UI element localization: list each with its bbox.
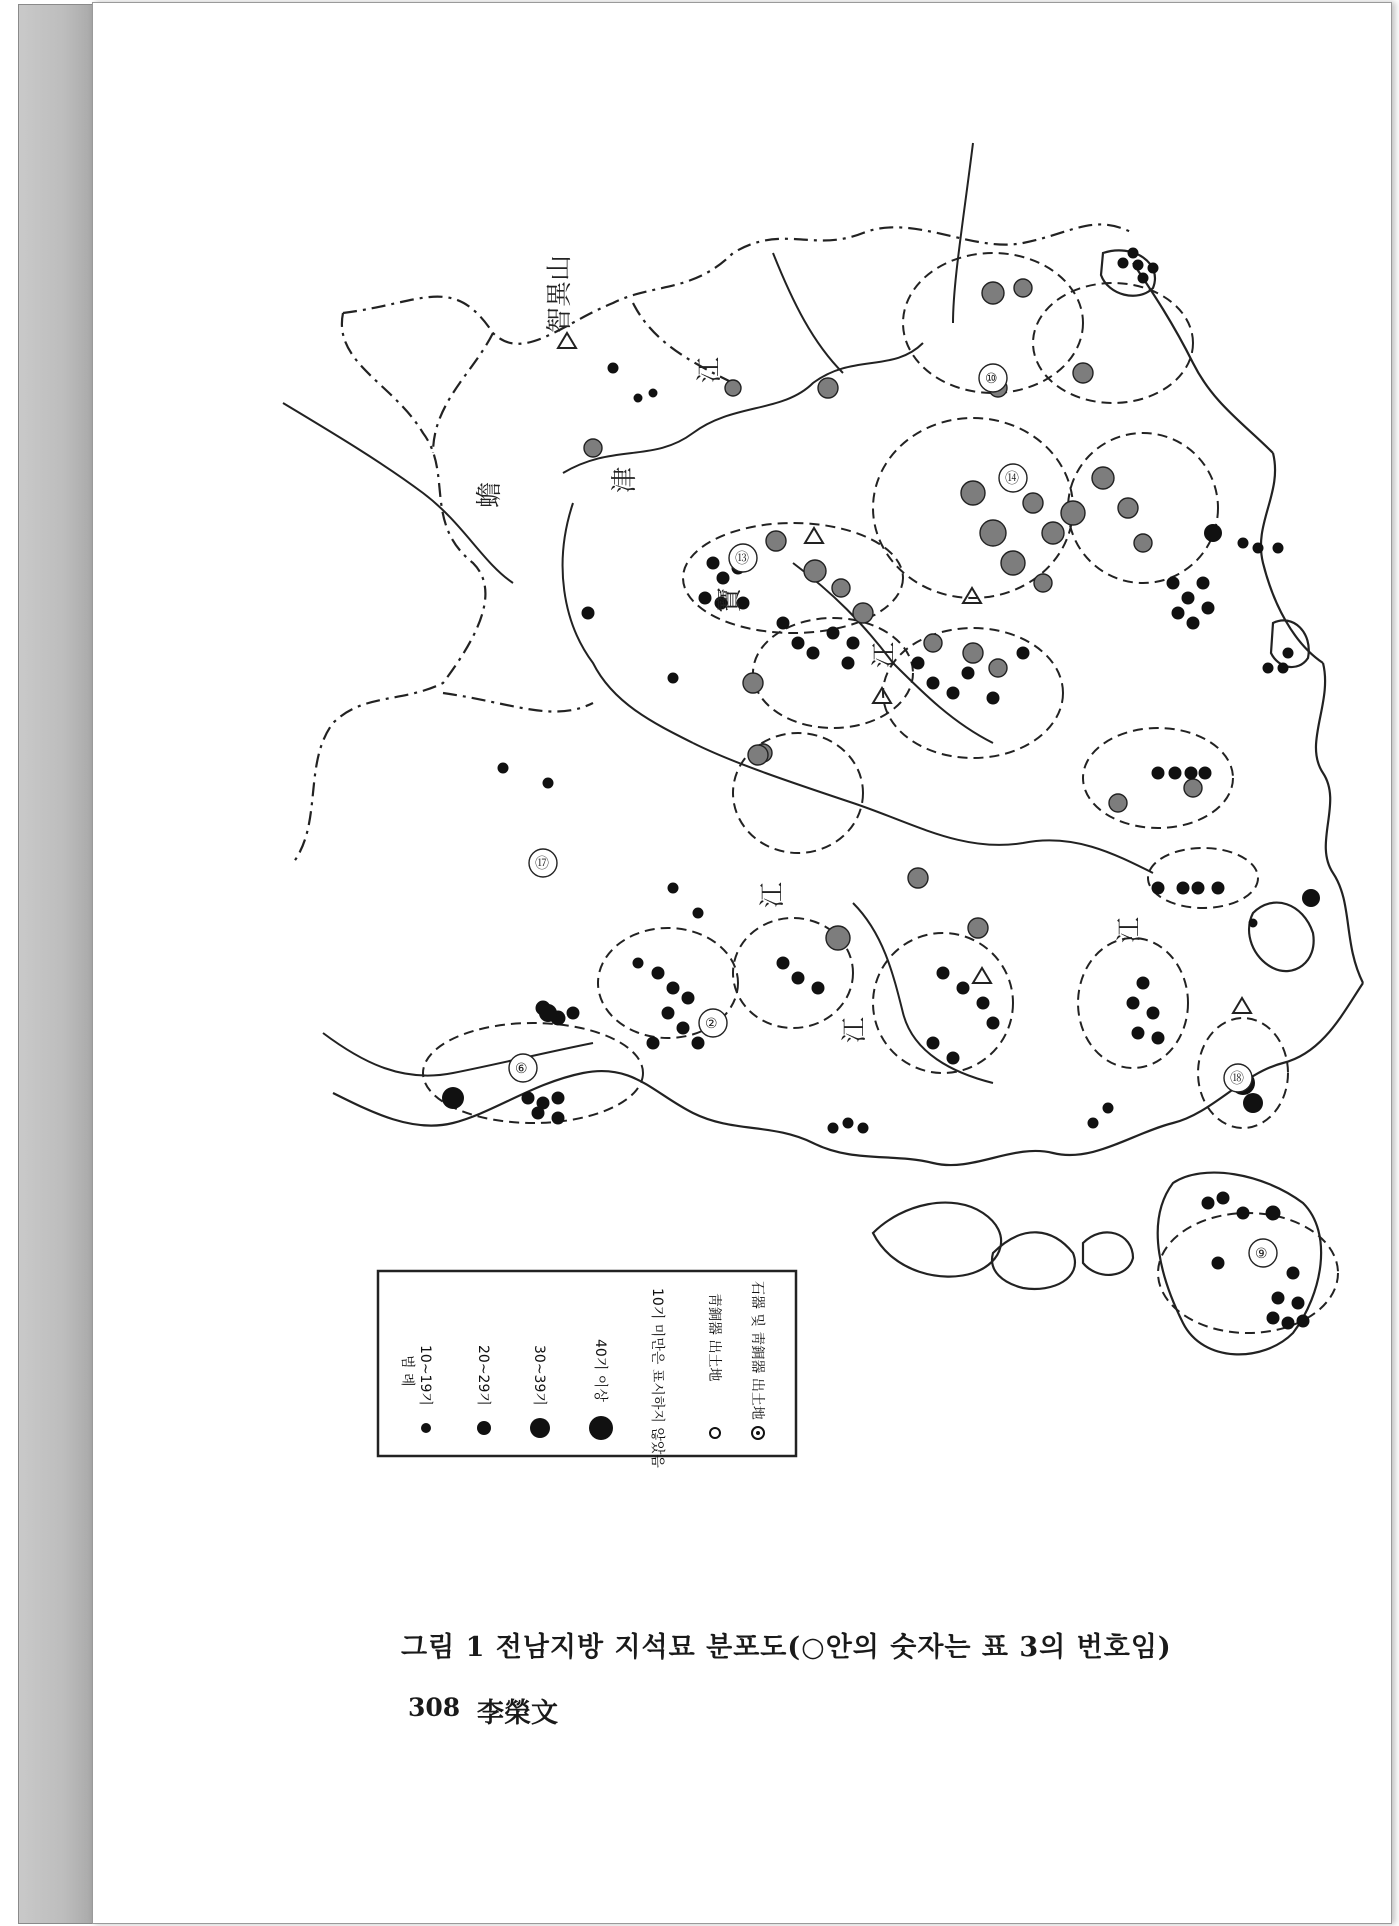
legend-item-5: 10기 미만은 표시하지 않았음 <box>649 1288 665 1468</box>
legend-item-7: 石器 및 靑銅器 出土地 <box>749 1281 765 1420</box>
distribution-map <box>93 3 1391 1603</box>
legend-item-3: 30~39기 <box>531 1345 547 1406</box>
label-jirisan: 智異山 <box>545 254 575 333</box>
label-jin: 津 <box>610 466 640 493</box>
circled-number-17: ⑰ <box>535 856 549 872</box>
book-spine <box>18 4 94 1924</box>
legend-item-2: 20~29기 <box>475 1345 491 1406</box>
legend-dot-large <box>530 1418 550 1438</box>
circled-number-13: ⑬ <box>735 551 749 567</box>
legend <box>378 1271 796 1468</box>
circled-numbers <box>509 364 1277 1267</box>
legend-title: 범 례 <box>399 1355 415 1387</box>
dolmen-dots-gray <box>584 279 1202 950</box>
legend-item-4: 40기 이상 <box>592 1339 608 1402</box>
mountain-icon <box>805 528 823 543</box>
label-river-2: 江 <box>870 641 900 668</box>
legend-ring-icon <box>710 1428 720 1438</box>
label-river-3: 江 <box>758 881 788 908</box>
page-number: 308 <box>408 1693 461 1722</box>
label-river-5: 江 <box>1115 916 1145 943</box>
mountain-icon <box>873 688 891 703</box>
legend-dot-medium <box>477 1421 491 1435</box>
legend-dot-small <box>421 1423 431 1433</box>
circled-number-9: ⑨ <box>1255 1246 1268 1262</box>
label-river-4: 江 <box>840 1016 870 1043</box>
circled-number-6: ⑥ <box>515 1061 528 1077</box>
legend-item-1: 10~19기 <box>417 1345 433 1406</box>
mountain-icon <box>558 333 576 348</box>
figure-caption: 그림 1 전남지방 지석묘 분포도(○안의 숫자는 표 3의 번호임) <box>401 1632 1172 1663</box>
circled-number-18: ⑱ <box>1230 1071 1244 1087</box>
author-name: 李榮文 <box>477 1698 558 1729</box>
mountain-icon <box>1233 998 1251 1013</box>
province-boundary <box>293 224 1133 863</box>
circled-number-14: ⑭ <box>1005 471 1019 487</box>
mountain-icon <box>963 588 981 603</box>
legend-dot-xlarge <box>589 1416 613 1440</box>
mountain-icon <box>973 968 991 983</box>
dolmen-dots-large <box>442 524 1320 1113</box>
legend-item-6: 靑銅器 出土地 <box>706 1293 722 1382</box>
circled-number-2: ② <box>705 1016 718 1032</box>
label-bo: 寶 <box>715 586 745 613</box>
circled-number-10: ⑩ <box>985 371 998 387</box>
label-seom: 蟾 <box>475 481 505 508</box>
book-page <box>92 2 1392 1924</box>
label-river-1: 江 <box>695 356 725 383</box>
